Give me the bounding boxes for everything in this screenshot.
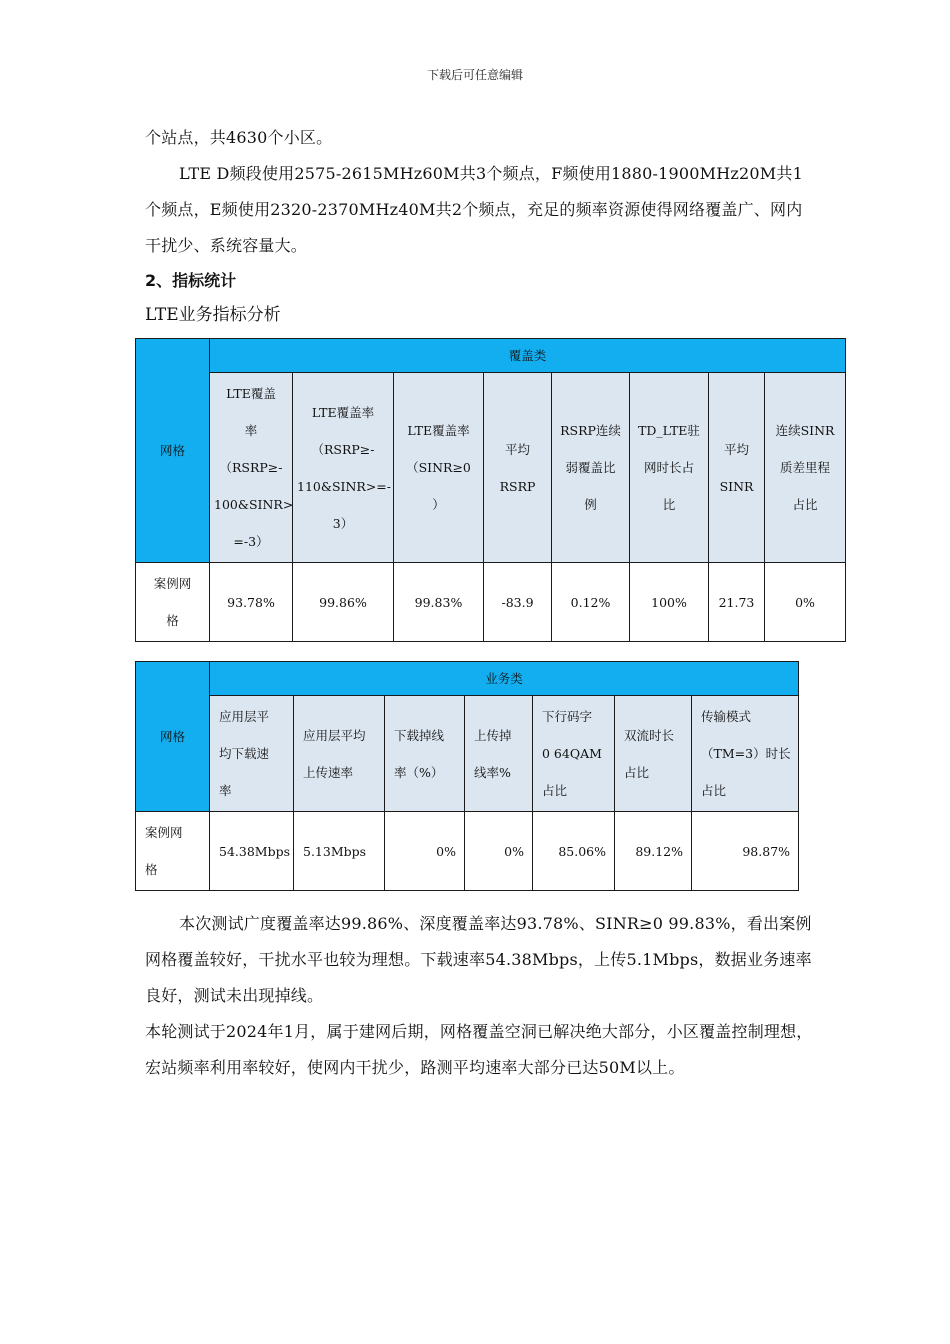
- table-cell: 99.86%: [293, 563, 394, 642]
- column-header: LTE覆盖率 （RSRP≥- 110&SINR>=- 3）: [293, 373, 394, 563]
- paragraph-sites: 个站点，共4630个小区。: [145, 128, 333, 147]
- table-cell: 85.06%: [533, 812, 615, 891]
- table-cell: 5.13Mbps: [294, 812, 385, 891]
- column-header: 下载掉线 率（%）: [385, 696, 465, 812]
- table-cell: 89.12%: [615, 812, 692, 891]
- column-header: 平均 RSRP: [484, 373, 552, 563]
- table-cell: 0.12%: [552, 563, 630, 642]
- column-header: 上传掉 线率%: [465, 696, 533, 812]
- row-label: 案例网 格: [136, 812, 210, 891]
- page-header: 下载后可任意编辑: [426, 68, 523, 82]
- table-cell: 54.38Mbps: [210, 812, 294, 891]
- service-table: [135, 661, 799, 891]
- column-header: 双流时长 占比: [615, 696, 692, 812]
- grid-label-cell: 网格: [136, 339, 210, 563]
- table-cell: 0%: [465, 812, 533, 891]
- paragraph-frequency: LTE D频段使用2575-2615MHz60M共3个频点，F频使用1880-1900MHz20M共1个频点，E频使用2320-2370MHz40M共2个频点，充足的频率资源使得网络覆盖广、网内干扰少、系统容量大。: [145, 164, 803, 255]
- section-subheading: LTE业务指标分析: [145, 305, 281, 325]
- category-header: 覆盖类: [210, 339, 846, 373]
- column-header: 下行码字 0 64QAM 占比: [533, 696, 615, 812]
- category-header: 业务类: [210, 662, 799, 696]
- column-header: 平均 SINR: [709, 373, 765, 563]
- section-heading: 2、指标统计: [145, 271, 237, 290]
- coverage-table: [135, 338, 846, 642]
- table-cell: 93.78%: [210, 563, 293, 642]
- column-header: 应用层平均 上传速率: [294, 696, 385, 812]
- column-header: 应用层平 均下载速 率: [210, 696, 294, 812]
- table-cell: 0%: [385, 812, 465, 891]
- column-header: 传输模式 （TM=3）时长 占比: [692, 696, 799, 812]
- table-cell: -83.9: [484, 563, 552, 642]
- grid-label-cell: 网格: [136, 662, 210, 812]
- column-header: TD_LTE驻 网时长占 比: [630, 373, 709, 563]
- column-header: LTE覆盖率 （SINR≥0 ）: [394, 373, 484, 563]
- table-cell: 99.83%: [394, 563, 484, 642]
- row-label: 案例网 格: [136, 563, 210, 642]
- column-header: RSRP连续 弱覆盖比 例: [552, 373, 630, 563]
- table-cell: 98.87%: [692, 812, 799, 891]
- table-cell: 0%: [765, 563, 846, 642]
- column-header: LTE覆盖 率 （RSRP≥- 100&SINR> =-3）: [210, 373, 293, 563]
- paragraph-summary: 本次测试广度覆盖率达99.86%、深度覆盖率达93.78%、SINR≥0 99.83%，看出案例网格覆盖较好，干扰水平也较为理想。下载速率54.38Mbps，上传5.1Mbps，数据业务速率良好，测试未出现掉线。: [145, 914, 812, 1005]
- table-cell: 21.73: [709, 563, 765, 642]
- column-header: 连续SINR 质差里程 占比: [765, 373, 846, 563]
- table-cell: 100%: [630, 563, 709, 642]
- paragraph-conclusion: 本轮测试于2024年1月，属于建网后期，网格覆盖空洞已解决绝大部分，小区覆盖控制理想，宏站频率利用率较好，使网内干扰少，路测平均速率大部分已达50M以上。: [145, 1022, 813, 1077]
